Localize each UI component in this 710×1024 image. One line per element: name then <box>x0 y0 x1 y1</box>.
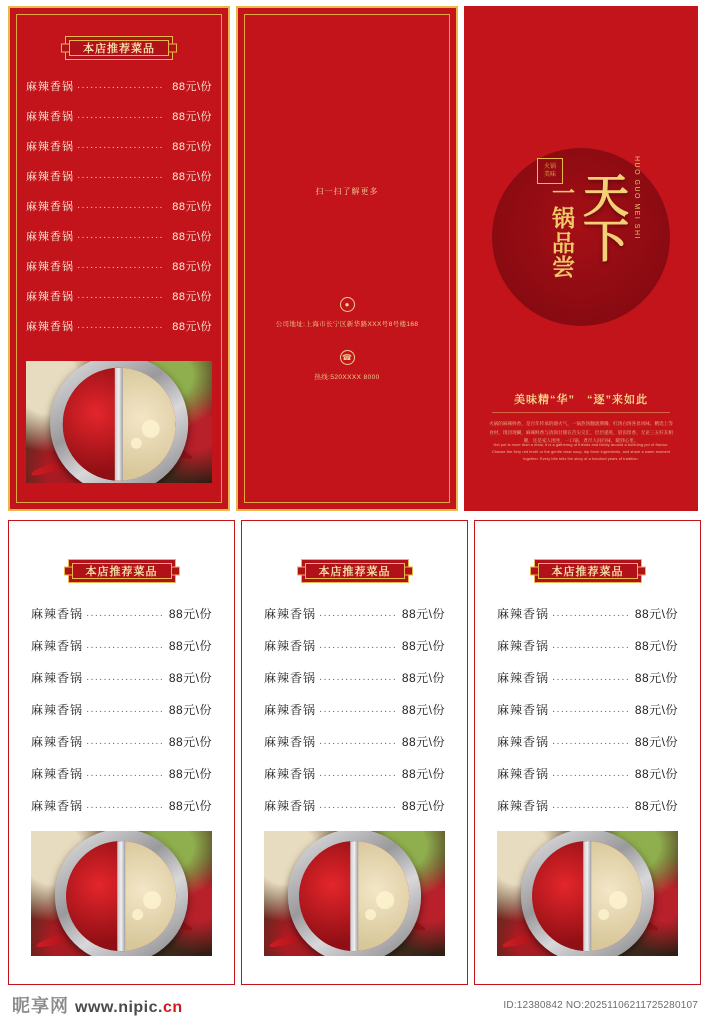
menu-item-dots: ···················· <box>77 142 164 153</box>
site-logo <box>12 992 183 1018</box>
broth-bubble <box>366 909 377 920</box>
menu-item-dots: ···················· <box>77 232 164 243</box>
menu-item-name: 麻辣香锅 <box>26 141 74 153</box>
plaque-deco-left-icon <box>64 567 73 576</box>
menu-item <box>31 797 212 814</box>
plaque-deco-left-icon <box>530 567 539 576</box>
menu-item <box>264 669 445 686</box>
cover-title-main: 天 下 <box>583 171 629 268</box>
menu-item-dots: ···················· <box>77 112 164 123</box>
hotpot-vessel <box>50 361 188 483</box>
menu-item <box>497 669 678 686</box>
plaque-deco-left-icon <box>61 44 70 53</box>
menu-item-name: 麻辣香锅 <box>26 111 74 123</box>
menu-item <box>497 701 678 718</box>
menu-item-dots: ·················· <box>319 770 397 781</box>
menu-item <box>31 701 212 718</box>
menu-item-price: 88元\份 <box>401 639 445 653</box>
menu-item-price: 88元\份 <box>172 171 212 183</box>
menu-item-price: 88元\份 <box>634 607 678 621</box>
menu-item-price: 88元\份 <box>401 703 445 717</box>
plaque-deco-right-icon <box>168 44 177 53</box>
inner-trifold <box>8 520 702 985</box>
inner-panel-1 <box>8 520 235 985</box>
menu-item-price: 88元\份 <box>168 767 212 781</box>
menu-item-name: 麻辣香锅 <box>264 767 317 781</box>
asset-id-text: ID:12380842 NO:20251106211725280107 <box>503 999 698 1011</box>
menu-item-dots: ···················· <box>77 172 164 183</box>
menu-item-price: 88元\份 <box>172 291 212 303</box>
site-url-main: www.nipic. <box>75 999 163 1016</box>
broth-bubble <box>599 909 610 920</box>
menu-item <box>26 318 212 334</box>
hotpot-photo <box>264 831 445 956</box>
menu-item-dots: ···················· <box>77 292 164 303</box>
menu-item-dots: ·················· <box>552 642 630 653</box>
plaque-deco-right-icon <box>404 567 413 576</box>
cover-pinyin: HUO GUO MEI SHI <box>633 156 641 240</box>
menu-item <box>31 605 212 622</box>
menu-list <box>242 605 467 846</box>
phone-icon: ☎ <box>340 350 355 365</box>
menu-item-price: 88元\份 <box>401 607 445 621</box>
menu-item-dots: ·················· <box>86 706 164 717</box>
menu-item-dots: ···················· <box>77 202 164 213</box>
menu-item-price: 88元\份 <box>168 639 212 653</box>
menu-item <box>264 701 445 718</box>
hotpot-vessel <box>288 831 422 956</box>
menu-item <box>26 228 212 244</box>
menu-item-price: 88元\份 <box>401 671 445 685</box>
menu-item-name: 麻辣香锅 <box>264 607 317 621</box>
location-pin-icon: ● <box>340 297 355 312</box>
plaque-deco-right-icon <box>171 567 180 576</box>
menu-item-name: 麻辣香锅 <box>264 703 317 717</box>
menu-item-price: 88元\份 <box>168 607 212 621</box>
menu-item <box>264 605 445 622</box>
menu-item-name: 麻辣香锅 <box>26 171 74 183</box>
menu-item-price: 88元\份 <box>401 799 445 813</box>
menu-item-dots: ·················· <box>86 642 164 653</box>
menu-item-price: 88元\份 <box>634 799 678 813</box>
pot-divider <box>584 841 592 951</box>
menu-item-dots: ·················· <box>319 610 397 621</box>
site-logo-url <box>75 999 183 1017</box>
hotpot-photo <box>26 361 212 483</box>
menu-item <box>264 765 445 782</box>
menu-item-dots: ·················· <box>552 674 630 685</box>
menu-item-name: 麻辣香锅 <box>264 799 317 813</box>
menu-item-dots: ·················· <box>552 802 630 813</box>
cover-body-cn: 火锅的麻辣鲜香，是百年传承的烟火气，一锅热汤翻滚沸腾，红汤白汤各显风味。精选上等食材，现切现涮，麻辣鲜香与清润甘甜在舌尖交汇，层层递进，唇齿留香。无论三五好友相聚，还是家人围坐，一口锅，煮尽人间百味，暖到心里。 <box>489 421 673 444</box>
menu-item-dots: ·················· <box>319 642 397 653</box>
menu-item <box>264 797 445 814</box>
menu-item-name: 麻辣香锅 <box>497 767 550 781</box>
menu-item-dots: ·················· <box>86 610 164 621</box>
menu-item-price: 88元\份 <box>172 141 212 153</box>
menu-plaque-title: 本店推荐菜品 <box>551 566 624 578</box>
spicy-broth <box>67 841 122 951</box>
cover-divider <box>492 412 670 413</box>
menu-item-dots: ·················· <box>552 706 630 717</box>
menu-item-price: 88元\份 <box>172 261 212 273</box>
hotpot-broth <box>533 841 643 951</box>
cover-seal-icon: 火锅 美味 <box>537 158 563 184</box>
menu-plaque-title: 本店推荐菜品 <box>83 43 155 55</box>
menu-item-name: 麻辣香锅 <box>26 321 74 333</box>
menu-item <box>497 733 678 750</box>
menu-item-price: 88元\份 <box>634 767 678 781</box>
spicy-broth <box>63 368 119 481</box>
hotpot-broth <box>63 368 176 481</box>
menu-item-name: 麻辣香锅 <box>497 639 550 653</box>
menu-item-dots: ···················· <box>77 262 164 273</box>
outer-panel-menu <box>8 6 230 511</box>
hotpot-broth <box>67 841 177 951</box>
menu-item-name: 麻辣香锅 <box>31 607 84 621</box>
hotpot-vessel <box>521 831 655 956</box>
menu-item-name: 麻辣香锅 <box>497 607 550 621</box>
menu-item <box>26 78 212 94</box>
menu-item-name: 麻辣香锅 <box>26 201 74 213</box>
phone-text: 热线:520XXXX 8000 <box>314 374 380 381</box>
menu-item <box>26 198 212 214</box>
cover-title-vertical: 一 锅 品 尝 <box>552 181 576 281</box>
menu-item-name: 麻辣香锅 <box>31 767 84 781</box>
menu-item-name: 麻辣香锅 <box>26 81 74 93</box>
menu-item <box>31 637 212 654</box>
menu-item <box>26 258 212 274</box>
menu-item-dots: ·················· <box>319 738 397 749</box>
menu-item-name: 麻辣香锅 <box>497 799 550 813</box>
pot-divider <box>115 368 123 481</box>
cover-body-en: Hot pot is more than a meal, it is a gathering of friends and family around a bubbling pot of flavour. Choose the fiery red broth or the gentle clear soup, dip fresh ingredients, and share a warm moment together. Every bite tells the story of a hundred years of tradition. <box>491 443 671 462</box>
menu-item <box>26 138 212 154</box>
contact-block <box>238 186 456 381</box>
outer-panel-cover <box>464 6 698 511</box>
inner-panel-3 <box>474 520 701 985</box>
menu-item-price: 88元\份 <box>172 321 212 333</box>
address-text: 公司地址:上海市长宁区新华路XXX号8号楼168 <box>275 321 419 328</box>
cover-subtitle: 美味精“华” “逐”来如此 <box>514 394 648 406</box>
plaque-deco-right-icon <box>637 567 646 576</box>
menu-item <box>264 637 445 654</box>
menu-item-price: 88元\份 <box>168 671 212 685</box>
menu-item-price: 88元\份 <box>401 767 445 781</box>
menu-item-dots: ·················· <box>552 738 630 749</box>
menu-item-dots: ···················· <box>77 322 164 333</box>
hotpot-broth <box>300 841 410 951</box>
menu-item-price: 88元\份 <box>634 671 678 685</box>
outer-trifold <box>8 6 702 511</box>
menu-item-price: 88元\份 <box>634 703 678 717</box>
menu-item-dots: ·················· <box>86 802 164 813</box>
menu-plaque <box>65 36 173 60</box>
menu-plaque-title: 本店推荐菜品 <box>318 566 391 578</box>
outer-panel-contact <box>236 6 458 511</box>
menu-item-price: 88元\份 <box>168 703 212 717</box>
menu-list <box>9 605 234 846</box>
menu-item-name: 麻辣香锅 <box>497 703 550 717</box>
menu-item-name: 麻辣香锅 <box>31 799 84 813</box>
menu-item-dots: ·················· <box>319 802 397 813</box>
menu-item-price: 88元\份 <box>172 81 212 93</box>
site-url-suffix: cn <box>162 999 183 1016</box>
menu-item-name: 麻辣香锅 <box>31 639 84 653</box>
hotpot-vessel <box>55 831 189 956</box>
menu-item <box>497 765 678 782</box>
menu-item <box>497 637 678 654</box>
menu-item-dots: ···················· <box>77 82 164 93</box>
menu-item-price: 88元\份 <box>634 735 678 749</box>
menu-item-dots: ·················· <box>319 706 397 717</box>
menu-plaque <box>301 559 409 583</box>
menu-item <box>31 669 212 686</box>
menu-item-dots: ·················· <box>86 738 164 749</box>
footer-watermark-bar <box>0 986 710 1024</box>
broth-bubble <box>142 420 160 438</box>
menu-plaque <box>534 559 642 583</box>
qr-code-icon <box>320 221 374 275</box>
hotpot-photo <box>31 831 212 956</box>
menu-item-price: 88元\份 <box>634 639 678 653</box>
menu-item-dots: ·················· <box>552 770 630 781</box>
menu-item-name: 麻辣香锅 <box>31 735 84 749</box>
menu-item-price: 88元\份 <box>401 735 445 749</box>
menu-item-name: 麻辣香锅 <box>26 231 74 243</box>
menu-item-price: 88元\份 <box>172 231 212 243</box>
spicy-broth <box>300 841 355 951</box>
menu-item-name: 麻辣香锅 <box>497 671 550 685</box>
menu-item-dots: ·················· <box>86 674 164 685</box>
menu-item <box>497 797 678 814</box>
menu-item-name: 麻辣香锅 <box>31 671 84 685</box>
menu-item-price: 88元\份 <box>172 111 212 123</box>
menu-item-name: 麻辣香锅 <box>264 735 317 749</box>
inner-panel-2 <box>241 520 468 985</box>
menu-item-dots: ·················· <box>552 610 630 621</box>
menu-list <box>10 78 228 334</box>
pot-divider <box>351 841 359 951</box>
menu-item-dots: ·················· <box>86 770 164 781</box>
menu-item <box>26 288 212 304</box>
plaque-deco-left-icon <box>297 567 306 576</box>
menu-item <box>31 765 212 782</box>
menu-item-name: 麻辣香锅 <box>31 703 84 717</box>
menu-item <box>26 168 212 184</box>
menu-list <box>475 605 700 846</box>
menu-item <box>31 733 212 750</box>
menu-item-name: 麻辣香锅 <box>26 291 74 303</box>
menu-item-price: 88元\份 <box>168 799 212 813</box>
menu-item-name: 麻辣香锅 <box>26 261 74 273</box>
menu-item <box>26 108 212 124</box>
menu-item-dots: ·················· <box>319 674 397 685</box>
menu-plaque-title: 本店推荐菜品 <box>85 566 158 578</box>
scan-hint: 扫一扫了解更多 <box>315 187 379 196</box>
spicy-broth <box>533 841 588 951</box>
site-logo-cn: 昵享网 <box>12 996 69 1016</box>
broth-bubble <box>133 909 144 920</box>
menu-item-price: 88元\份 <box>172 201 212 213</box>
pot-divider <box>118 841 126 951</box>
menu-item-price: 88元\份 <box>168 735 212 749</box>
menu-item-name: 麻辣香锅 <box>264 639 317 653</box>
menu-plaque <box>68 559 176 583</box>
menu-item <box>497 605 678 622</box>
menu-item-name: 麻辣香锅 <box>497 735 550 749</box>
menu-item <box>264 733 445 750</box>
menu-item-name: 麻辣香锅 <box>264 671 317 685</box>
hotpot-photo <box>497 831 678 956</box>
